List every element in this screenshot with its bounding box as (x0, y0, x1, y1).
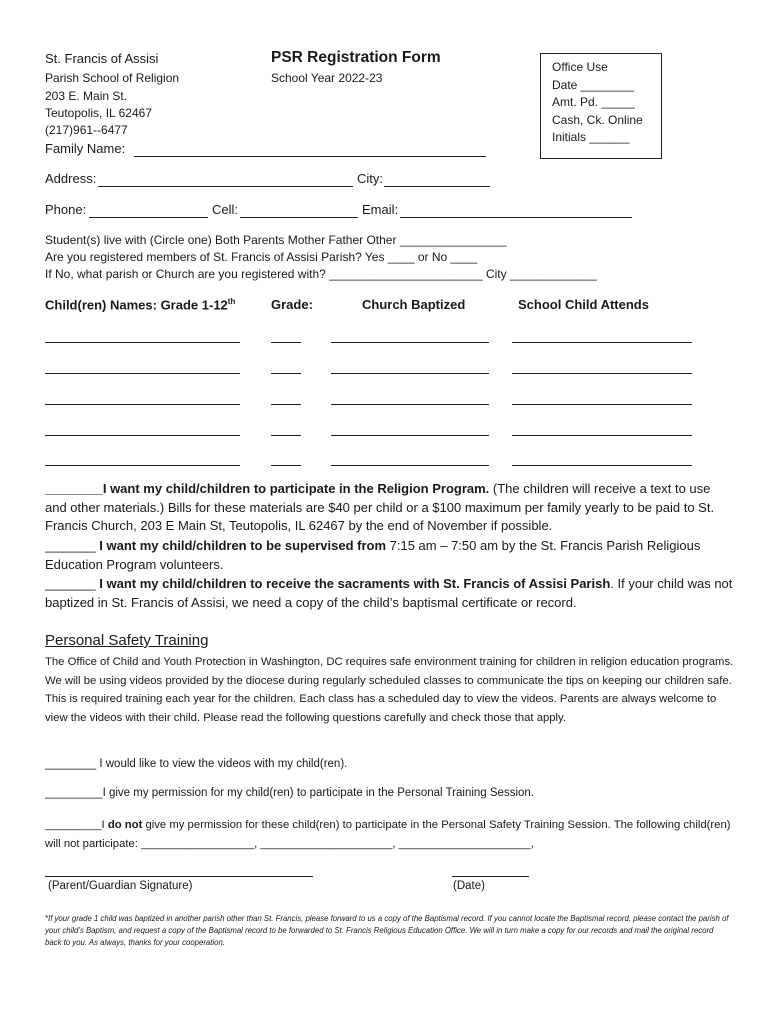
child-baptized-field[interactable] (331, 435, 489, 436)
phone-label: Phone: (45, 202, 87, 217)
sacraments-blank[interactable]: _______ (45, 576, 96, 591)
opt2-text: I give my permission for my child(ren) to participate in the Personal Training Session. (102, 787, 534, 799)
safety-option-deny (45, 816, 735, 853)
cell-label: Cell: (212, 202, 239, 217)
office-use-title: Office Use (552, 60, 608, 74)
supervised-blank[interactable]: _______ (45, 538, 96, 553)
child-grade-field[interactable] (271, 435, 301, 436)
live-with-question: Student(s) live with (Circle one) Both Parents Mother Father Other ________________ (45, 233, 507, 247)
safety-body: The Office of Child and Youth Protection in Washington, DC requires safe environment training for children in religion education programs. We will be using videos provided by the diocese during regularly scheduled classes to communicate the tips on keeping our children safe. This is required training each year for the children. Each class has a scheduled day to view the videos. Parents are always welcome to view the videos with their child. Please read the following questions carefully and check those that apply. (45, 656, 734, 724)
date-label: (Date) (453, 880, 485, 892)
religion-option-bold: I want my child/children to participate in the Religion Program. (102, 481, 490, 496)
child-school-field[interactable] (512, 342, 692, 343)
religion-option-text: (The children will receive a text to use and other materials.) Bills for these materials are $40 per child or a $100 maximum per family yearly to be paid to St. Francis Church, 203 E Main St, Teutopolis, IL 62467 by the end of November if possible. (45, 481, 715, 533)
registered-question: Are you registered members of St. Francis of Assisi Parish? Yes ____ or No ____ (45, 250, 478, 264)
opt1-blank[interactable]: ________ (45, 758, 97, 770)
city-field[interactable] (384, 186, 490, 187)
child-school-field[interactable] (512, 465, 692, 466)
child-name-field[interactable] (45, 342, 240, 343)
opt1-text: I would like to view the videos with my child(ren). (96, 758, 348, 770)
opt3-text: give my permission for these child(ren) to participate in the Personal Safety Training Session. The following child(ren) will not participate: __________________, _____________________, _____________________, (45, 819, 731, 850)
office-amount: Amt. Pd. _____ (552, 95, 635, 109)
address-label: Address: (45, 171, 97, 186)
opt3-pre: I (101, 819, 108, 831)
phone-field[interactable] (89, 217, 208, 218)
child-school-field[interactable] (512, 404, 692, 405)
child-school-field[interactable] (512, 435, 692, 436)
city-label: City: (357, 171, 383, 186)
safety-heading: Personal Safety Training (45, 632, 209, 649)
child-name-field[interactable] (45, 435, 240, 436)
email-label: Email: (362, 202, 399, 217)
footnote: *If your grade 1 child was baptized in another parish other than St. Francis, please forward to us a copy of the Baptismal record. If you cannot locate the Baptismal record, please contact the parish of your child’s Baptism, and request a copy of the Baptismal record to be forwarded to St. Francis Religious Education Office. We will in turn make a copy for our records and mail the original record back to you. As always, thanks for your cooperation. (45, 914, 729, 947)
child-school-field[interactable] (512, 373, 692, 374)
city-state: Teutopolis, IL 62467 (45, 106, 152, 120)
street-address: 203 E. Main St. (45, 89, 128, 103)
office-date: Date ________ (552, 77, 635, 92)
address-field[interactable] (98, 186, 353, 187)
opt3-blank[interactable]: _________ (45, 819, 102, 831)
school-year: School Year 2022-23 (271, 71, 383, 85)
office-initials: Initials ______ (552, 130, 630, 144)
sacraments-option-text: . If your child was not baptized in St. Francis of Assisi, we need a copy of the child’s baptismal certificate or record. (45, 576, 733, 610)
email-field[interactable] (400, 217, 632, 218)
supervised-option (45, 537, 735, 574)
col-church-baptized: Church Baptized (362, 297, 466, 312)
school-name: Parish School of Religion (45, 71, 180, 85)
safety-option-view (45, 758, 347, 770)
signature-label: (Parent/Guardian Signature) (48, 880, 193, 892)
cell-field[interactable] (240, 217, 358, 218)
child-baptized-field[interactable] (331, 342, 489, 343)
family-name-label: Family Name: (45, 141, 126, 156)
supervised-option-text: 7:15 am – 7:50 am by the St. Francis Parish Religious Education Program volunteers. (45, 538, 701, 572)
child-grade-field[interactable] (271, 342, 301, 343)
office-use-box (540, 53, 662, 159)
safety-option-permit (45, 787, 534, 799)
child-name-field[interactable] (45, 373, 240, 374)
opt3-bold: do not (107, 819, 143, 831)
religion-blank[interactable]: ________ (45, 481, 103, 496)
opt2-blank[interactable]: _________ (45, 787, 103, 799)
col-child-names: Child(ren) Names: Grade 1-12th (45, 297, 236, 313)
child-name-field[interactable] (45, 404, 240, 405)
sacraments-option (45, 575, 735, 612)
org-name: St. Francis of Assisi (45, 51, 159, 66)
child-grade-field[interactable] (271, 373, 301, 374)
child-grade-field[interactable] (271, 465, 301, 466)
col-grade: Grade: (271, 297, 313, 312)
sacraments-option-bold: I want my child/children to receive the sacraments with St. Francis of Assisi Parish (99, 576, 611, 591)
child-name-field[interactable] (45, 465, 240, 466)
th-superscript: th (227, 297, 236, 306)
other-parish-question: If No, what parish or Church are you registered with? _______________________ City _____________ (45, 267, 597, 281)
child-grade-field[interactable] (271, 404, 301, 405)
col-school-attends: School Child Attends (518, 297, 649, 312)
signature-line[interactable] (45, 876, 313, 877)
office-payment: Cash, Ck. Online (552, 112, 643, 127)
family-name-field[interactable] (134, 156, 486, 157)
phone-number: (217)961--6477 (45, 123, 128, 137)
child-baptized-field[interactable] (331, 373, 489, 374)
date-line[interactable] (452, 876, 529, 877)
child-baptized-field[interactable] (331, 465, 489, 466)
religion-program-option (45, 480, 735, 536)
supervised-option-bold: I want my child/children to be supervised from (99, 538, 387, 553)
child-baptized-field[interactable] (331, 404, 489, 405)
page-title: PSR Registration Form (271, 49, 441, 66)
